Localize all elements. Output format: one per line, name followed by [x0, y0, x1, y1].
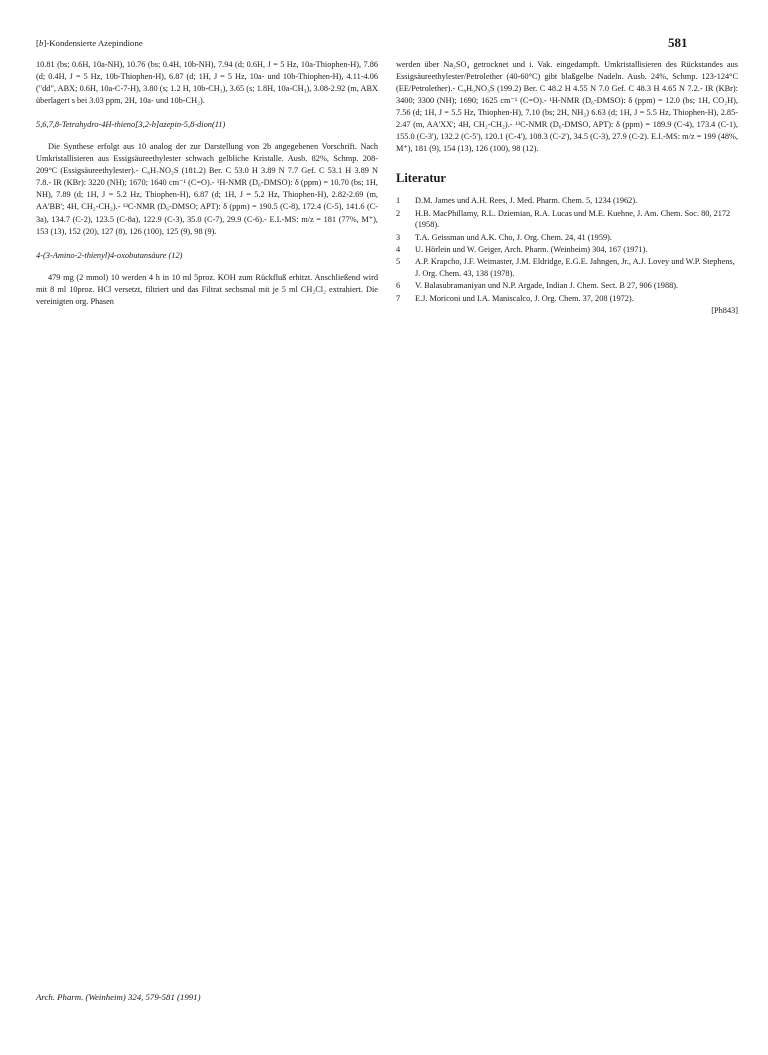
reference-text: V. Balasubramaniyan und N.P. Argade, Indian J. Chem. Sect. B 27, 906 (1988).: [415, 281, 679, 291]
section-text-compound-12: 479 mg (2 mmol) 10 werden 4 h in 10 ml 5proz. KOH zum Rückfluß erhitzt. Anschließend wird mit 8 ml 10proz. HCl versetzt, filtriert und das Filtrat sechsmal mit je 5 ml CH₂Cl₂ extrahiert. Die vereinigten org. Phasen: [36, 272, 378, 306]
reference-number: 5: [396, 257, 401, 267]
reference-text: T.A. Geissman und A.K. Cho, J. Org. Chem. 24, 41 (1959).: [415, 232, 612, 242]
reference-item: [396, 208, 738, 231]
section-title-compound-11: 5,6,7,8-Tetrahydro-4H-thieno[3,2-b]azepin-5,8-dion(11): [36, 120, 226, 130]
reference-item: [396, 293, 738, 304]
reference-text: D.M. James und A.H. Rees, J. Med. Pharm. Chem. 5, 1234 (1962).: [415, 196, 638, 206]
reference-item: [396, 195, 738, 206]
reference-number: 6: [396, 281, 401, 291]
nmr-continuation-paragraph: 10.81 (bs; 0.6H, 10a-NH), 10.76 (bs; 0.4H, 10b-NH), 7.94 (d; 0.6H, J = 5 Hz, 10a-Thiophen-H), 7.86 (d; 0.4H, J = 5 Hz, 10b-Thiophen-H), 6.87 (d; 1H, J = 5 Hz, 10a- und 10b-Thiophen-H), 4.11-4.06 ("dd", ABX; 0.6H, 10a-C-7-H), 3.80 (s; 1.2 H, 10b-CH₃), 3.65 (s; 1.8H, 10a-CH₃), 3.08-2.92 (m, ABX überlagert s bei 3.03 ppm, 2H, 10a- und 10b-CH₂).: [36, 60, 378, 106]
reference-item: [396, 280, 738, 291]
reference-number: 3: [396, 232, 401, 242]
reference-item: [396, 256, 738, 279]
right-column: [396, 59, 738, 317]
section-text-compound-11: Die Synthese erfolgt aus 10 analog der zur Darstellung von 2b angegebenen Vorschrift. Nach Umkristallisieren aus Essigsäureethylester schwach gelbliche Kristalle. Ausb. 82%, Schmp. 208-209°C (Essigsäureethylester).- C₈H₇NO₂S (181.2) Ber. C 53.0 H 3.89 N 7.7 Gef. C 53.1 H 3.89 N 7.8.- IR (KBr): 3220 (NH); 1670; 1640 cm⁻¹ (C=O).- ¹H-NMR (D₆-DMSO): δ (ppm) = 10.70 (bs; 1H, NH), 7.89 (d; 1H, J = 5.2 Hz, Thiophen-H), 6.87 (d; 1H, J = 5.2 Hz, Thiophen-H), 2.82-2.69 (m, AA'BB'; 4H, CH₂-CH₂).- ¹³C-NMR (D₆-DMSO; APT): δ (ppm) = 190.5 (C-8), 172.4 (C-5), 141.6 (C-3a), 134.7 (C-2), 123.5 (C-8a), 122.9 (C-3), 35.0 (C-7), 29.9 (C-6).- E.I.-MS: m/z = 181 (77%, M⁺), 153 (13), 152 (20), 127 (8), 126 (100), 125 (9), 98 (9).: [36, 142, 378, 236]
page-number: 581: [668, 35, 688, 50]
reference-item: [396, 232, 738, 243]
reference-text: H.B. MacPhillamy, R.L. Dziemian, R.A. Lucas und M.E. Kuehne, J. Am. Chem. Soc. 80, 2172 (1958).: [415, 208, 731, 230]
reference-text: U. Hörlein und W. Geiger, Arch. Pharm. (Weinheim) 304, 167 (1971).: [415, 245, 648, 255]
left-column: [36, 59, 378, 308]
reference-number: 1: [396, 196, 401, 206]
reference-text: E.J. Moriconi und I.A. Maniscalco, J. Org. Chem. 37, 208 (1972).: [415, 293, 634, 303]
section-title-compound-12: 4-(3-Amino-2-thienyl)4-oxobutansäure (12): [36, 250, 183, 260]
journal-citation-footer: Arch. Pharm. (Weinheim) 324, 579-581 (1991): [36, 992, 201, 1002]
running-header-italic: b: [38, 38, 44, 48]
reference-number: 7: [396, 293, 401, 303]
running-header: [b]-Kondensierte Azepindione: [36, 38, 143, 48]
reference-list: [396, 195, 738, 304]
manuscript-code: [Ph843]: [711, 306, 738, 316]
literature-heading: Literatur: [396, 171, 446, 186]
reference-number: 2: [396, 208, 401, 218]
reference-text: A.P. Krapcho, J.F. Weimaster, J.M. Eldridge, E.G.E. Jahngen, Jr., A.J. Lovey und W.P. Stephens, J. Org. Chem. 43, 138 (1978).: [415, 257, 735, 278]
reference-number: 4: [396, 245, 401, 255]
reference-item: [396, 244, 738, 255]
compound-12-continuation-paragraph: werden über Na₂SO₄ getrocknet und i. Vak. eingedampft. Umkristallisieren des Rückstandes aus Essigsäureethylester/Petrolether (40-60°C) gibt blaßgelbe Nadeln. Ausb. 24%, Schmp. 123-124°C (EE/Petrolether).- C₈H₉NO₃S (199.2) Ber. C 48.2 H 4.55 N 7.0 Gef. C 48.3 H 4.65 N 7.2.- IR (KBr): 3400; 3300 (NH); 1690; 1625 cm⁻¹ (C=O).- ¹H-NMR (D₆-DMSO): δ (ppm) = 12.0 (bs; 1H, CO₂H), 7.56 (d; 1H, J = 5.5 Hz, Thiophen-H), 7.10 (bs; 2H, NH₂) 6.63 (d; 1H, J = 5.5 Hz, Thiophen-H), 2.85-2.47 (m, AA'XX'; 4H, CH₂-CH₂).- ¹³C-NMR (D₆-DMSO, APT): δ (ppm) = 189.9 (C-4), 173.4 (C-1), 155.0 (C-3'), 132.2 (C-5'), 120.1 (C-4'), 108.3 (C-2'), 34.5 (C-3), 27.9 (C-2). E.I.-MS: m/z = 199 (48%, M⁺), 181 (9), 154 (13), 126 (100), 98 (12).: [396, 60, 738, 154]
